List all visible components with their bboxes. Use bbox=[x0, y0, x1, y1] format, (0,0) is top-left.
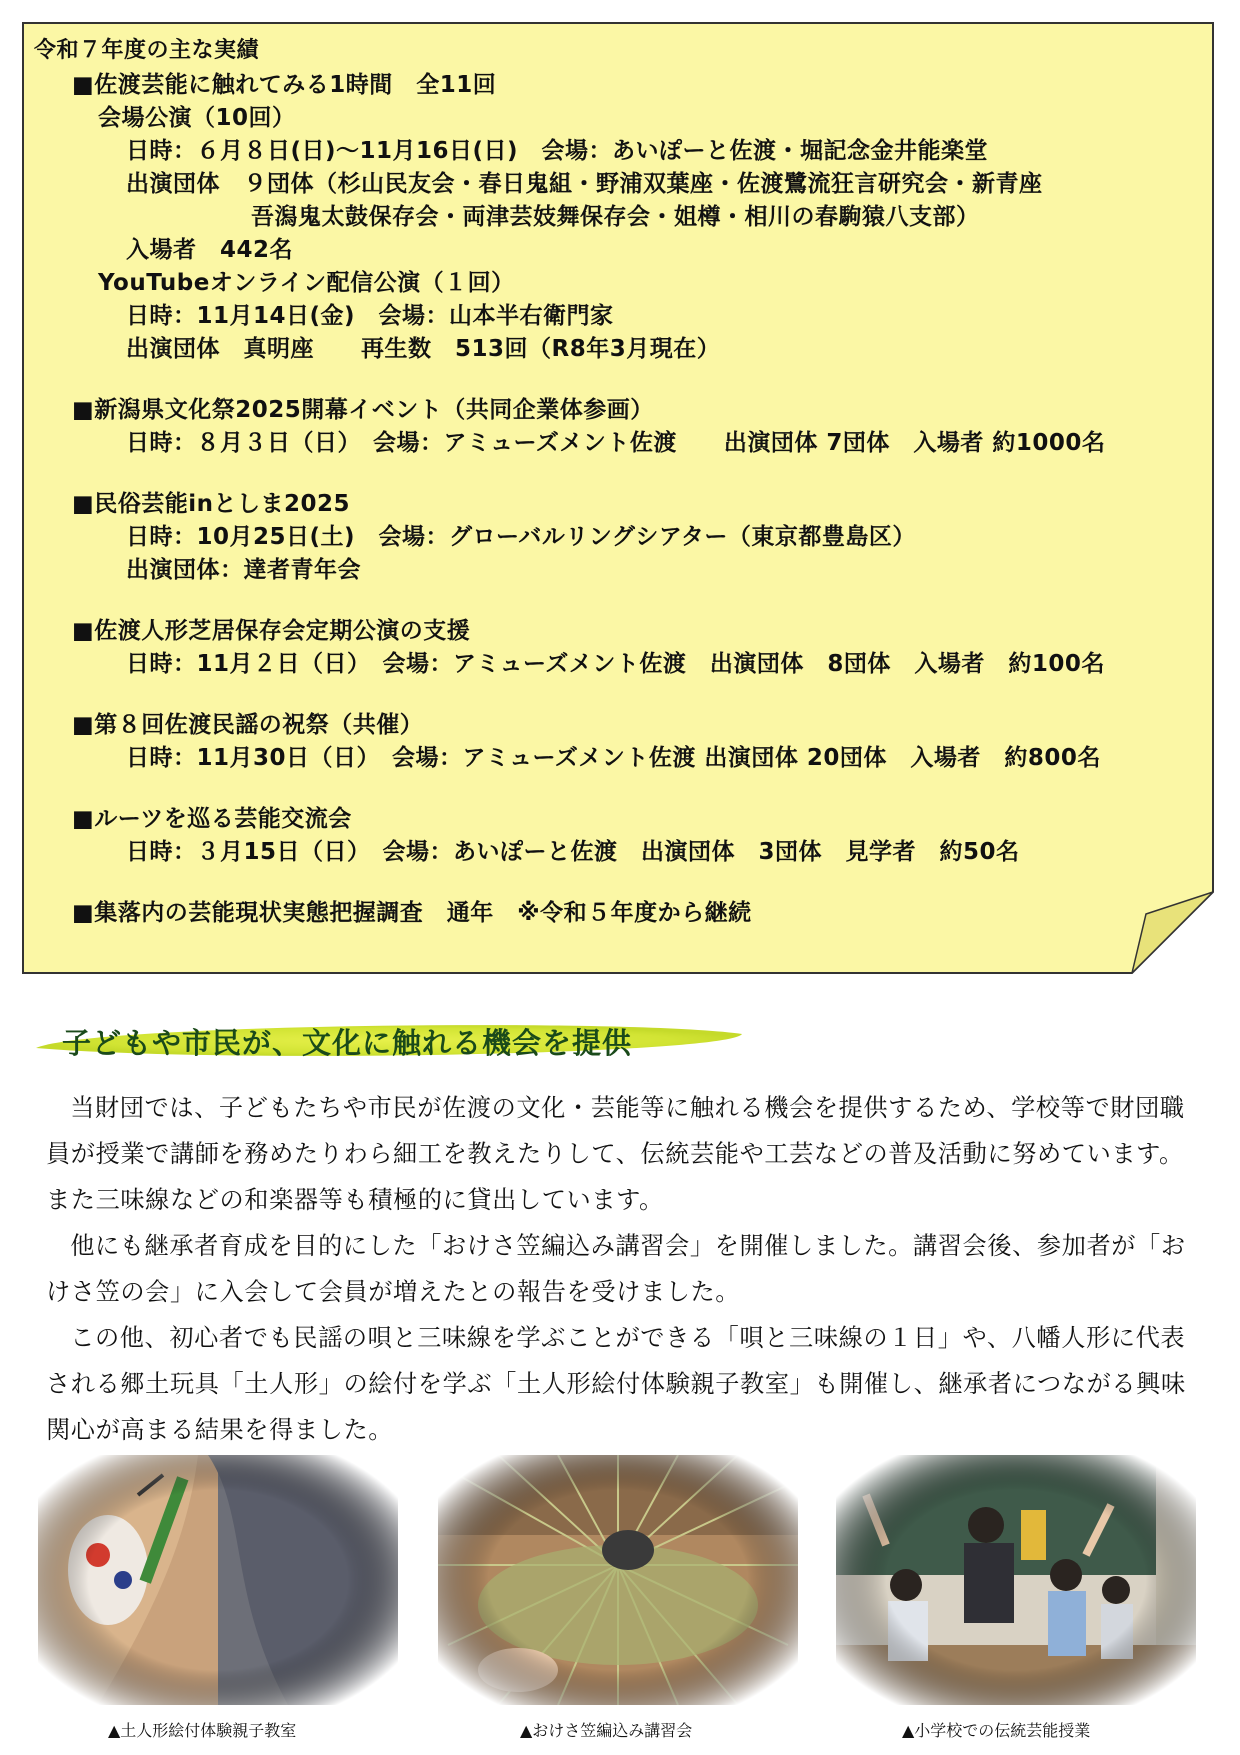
achievement-section-head: ■ルーツを巡る芸能交流会 bbox=[72, 806, 352, 832]
achievements-title: 令和７年度の主な実績 bbox=[34, 38, 260, 63]
achievement-line: 日時：11月14日(金) 会場：山本半右衛門家 bbox=[126, 303, 614, 329]
paragraph-2: 他にも継承者育成を目的にした「おけさ笠編込み講習会」を開催しました。講習会後、参加者が「おけさ笠の会」に入会して会員が増えたとの報告を受けました。 bbox=[46, 1232, 1186, 1306]
achievement-line-continued: 吾潟鬼太鼓保存会・両津芸妓舞保存会・姐樽・相川の春駒猿八支部） bbox=[251, 204, 980, 230]
paragraph-1: 当財団では、子どもたちや市民が佐渡の文化・芸能等に触れる機会を提供するため、学校等で財団職員が授業で講師を務めたりわら細工を教えたりして、伝統芸能や工芸などの普及活動に努めています。また三味線などの和楽器等も積極的に貸出しています。 bbox=[46, 1094, 1185, 1214]
achievement-line: 日時：８月３日（日） 会場：アミューズメント佐渡 出演団体 7団体 入場者 約1000名 bbox=[126, 430, 1106, 456]
paragraph-3: この他、初心者でも民謡の唄と三味線を学ぶことができる「唄と三味線の１日」や、八幡人形に代表される郷土玩具「土人形」の絵付を学ぶ「土人形絵付体験親子教室」も開催し、継承者につながる興味関心が高まる結果を得ました。 bbox=[46, 1324, 1186, 1444]
achievement-sub-head: YouTubeオンライン配信公演（１回） bbox=[98, 270, 515, 296]
achievement-line: 日時：３月15日（日） 会場：あいぽーと佐渡 出演団体 3団体 見学者 約50名 bbox=[126, 839, 1020, 865]
body-text bbox=[46, 1085, 1196, 1453]
achievement-line: 日時：11月30日（日） 会場：アミューズメント佐渡 出演団体 20団体 入場者 約800名 bbox=[126, 745, 1101, 771]
achievement-section-head: ■集落内の芸能現状実態把握調査 通年 ※令和５年度から継続 bbox=[72, 900, 752, 926]
achievement-section-head: ■民俗芸能inとしま2025 bbox=[72, 491, 351, 517]
achievement-line: 出演団体 ９団体（杉山民友会・春日鬼組・野浦双葉座・佐渡鷺流狂言研究会・新青座 bbox=[126, 171, 1043, 197]
photo-doll-painting bbox=[38, 1455, 398, 1705]
achievement-section bbox=[34, 897, 1202, 930]
photo-caption-3: ▲小学校での伝統芸能授業 bbox=[902, 1721, 1091, 1740]
achievement-line: 出演団体：達者青年会 bbox=[126, 557, 361, 583]
achievement-line: 日時：６月８日(日)〜11月16日(日) 会場：あいぽーと佐渡・堀記念金井能楽堂 bbox=[126, 138, 989, 164]
achievement-section-head: ■佐渡芸能に触れてみる1時間 全11回 bbox=[72, 72, 497, 98]
achievement-section bbox=[34, 488, 1202, 587]
achievements-list bbox=[34, 34, 1202, 930]
photo-caption-1: ▲土人形絵付体験親子教室 bbox=[108, 1721, 297, 1740]
achievement-section bbox=[34, 69, 1202, 366]
achievement-line: 出演団体 真明座 再生数 513回（R8年3月現在） bbox=[126, 336, 721, 362]
achievement-section-head: ■佐渡人形芝居保存会定期公演の支援 bbox=[72, 618, 471, 644]
achievements-note bbox=[22, 22, 1214, 974]
achievement-line: 日時：11月２日（日） 会場：アミューズメント佐渡 出演団体 8団体 入場者 約100名 bbox=[126, 651, 1105, 677]
achievement-line: 入場者 442名 bbox=[126, 237, 294, 263]
achievement-section bbox=[34, 394, 1202, 460]
photo-caption-2: ▲おけさ笠編込み講習会 bbox=[520, 1721, 693, 1740]
achievement-section-head: ■新潟県文化祭2025開幕イベント（共同企業体参画） bbox=[72, 397, 654, 423]
heading-title: 子どもや市民が、文化に触れる機会を提供 bbox=[62, 1026, 633, 1060]
achievement-section bbox=[34, 709, 1202, 775]
photo-hat-weaving bbox=[438, 1455, 798, 1705]
achievement-line: 日時：10月25日(土) 会場：グローバルリングシアター（東京都豊島区） bbox=[126, 524, 916, 550]
achievement-section bbox=[34, 803, 1202, 869]
achievement-sub-head: 会場公演（10回） bbox=[98, 105, 296, 131]
achievement-section-head: ■第８回佐渡民謡の祝祭（共催） bbox=[72, 712, 424, 738]
achievement-section bbox=[34, 615, 1202, 681]
photo-school-class bbox=[836, 1455, 1196, 1705]
section-heading bbox=[30, 1018, 750, 1064]
